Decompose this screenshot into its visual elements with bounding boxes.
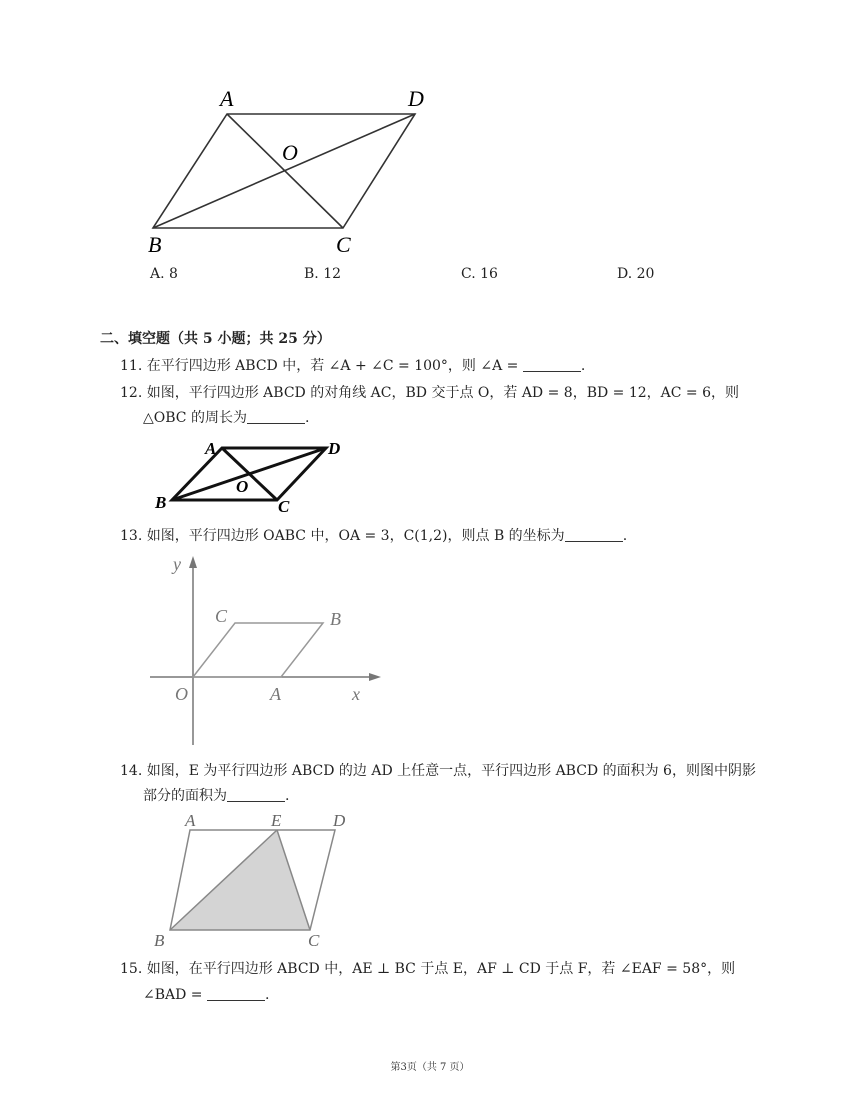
- figure-q14: [150, 808, 360, 953]
- choice-d: D. 20: [617, 266, 655, 282]
- question-14-line1: 14. 如图，E 为平行四边形 ABCD 的边 AD 上任意一点，平行四边形 ABCD 的面积为 6，则图中阴影: [120, 763, 756, 779]
- q13-label-O: O: [175, 684, 188, 704]
- answer-blank-12[interactable]: [247, 409, 305, 424]
- label-A: A: [220, 86, 234, 111]
- q12-label-D: D: [328, 439, 341, 458]
- q14-label-A: A: [185, 811, 196, 830]
- q13-label-A: A: [270, 684, 281, 704]
- choice-a: A. 8: [150, 266, 178, 282]
- answer-blank-14[interactable]: [227, 787, 285, 802]
- answer-blank-11[interactable]: [523, 357, 581, 372]
- question-13: 13. 如图，平行四边形 OABC 中，OA = 3，C(1,2)，则点 B 的坐标为 .: [120, 528, 628, 544]
- q12-label-O: O: [236, 477, 249, 496]
- answer-blank-13[interactable]: [565, 527, 623, 542]
- question-14-line2: 部分的面积为 .: [143, 788, 290, 804]
- page-footer: 第3页（共 7 页）: [390, 1062, 470, 1073]
- choice-c: C. 16: [461, 266, 498, 282]
- figure-q12: [150, 434, 350, 516]
- label-B: B: [148, 232, 162, 257]
- q14-label-C: C: [308, 931, 320, 950]
- question-12-line2: △OBC 的周长为 .: [143, 410, 310, 426]
- question-15-line2: ∠BAD = .: [143, 987, 270, 1003]
- question-11-text: 11. 在平行四边形 ABCD 中，若 ∠A + ∠C = 100°，则 ∠A =: [120, 358, 523, 374]
- figure-q13: [145, 550, 385, 750]
- section-title: 二、填空题（共 5 小题；共 25 分）: [100, 331, 331, 347]
- q12-label-C: C: [278, 497, 290, 516]
- q14-label-D: D: [333, 811, 346, 830]
- question-15-line1: 15. 如图，在平行四边形 ABCD 中，AE ⊥ BC 于点 E，AF ⊥ CD 于点 F，若 ∠EAF = 58°，则: [120, 961, 736, 977]
- q13-label-C: C: [215, 606, 228, 626]
- q13-label-x: x: [352, 684, 360, 704]
- q12-label-B: B: [155, 493, 167, 512]
- question-11: 11. 在平行四边形 ABCD 中，若 ∠A + ∠C = 100°，则 ∠A = .: [120, 358, 586, 374]
- label-D: D: [408, 86, 424, 111]
- figure-parallelogram-top: [140, 80, 440, 260]
- q14-label-B: B: [154, 931, 165, 950]
- q13-label-y: y: [173, 554, 181, 574]
- answer-blank-15[interactable]: [207, 986, 265, 1001]
- q14-label-E: E: [271, 811, 282, 830]
- label-O: O: [282, 140, 298, 165]
- q13-label-B: B: [330, 609, 341, 629]
- label-C: C: [336, 232, 351, 257]
- question-12-line1: 12. 如图，平行四边形 ABCD 的对角线 AC，BD 交于点 O，若 AD = 8，BD = 12，AC = 6，则: [120, 385, 740, 401]
- choice-b: B. 12: [304, 266, 342, 282]
- q12-label-A: A: [205, 439, 217, 458]
